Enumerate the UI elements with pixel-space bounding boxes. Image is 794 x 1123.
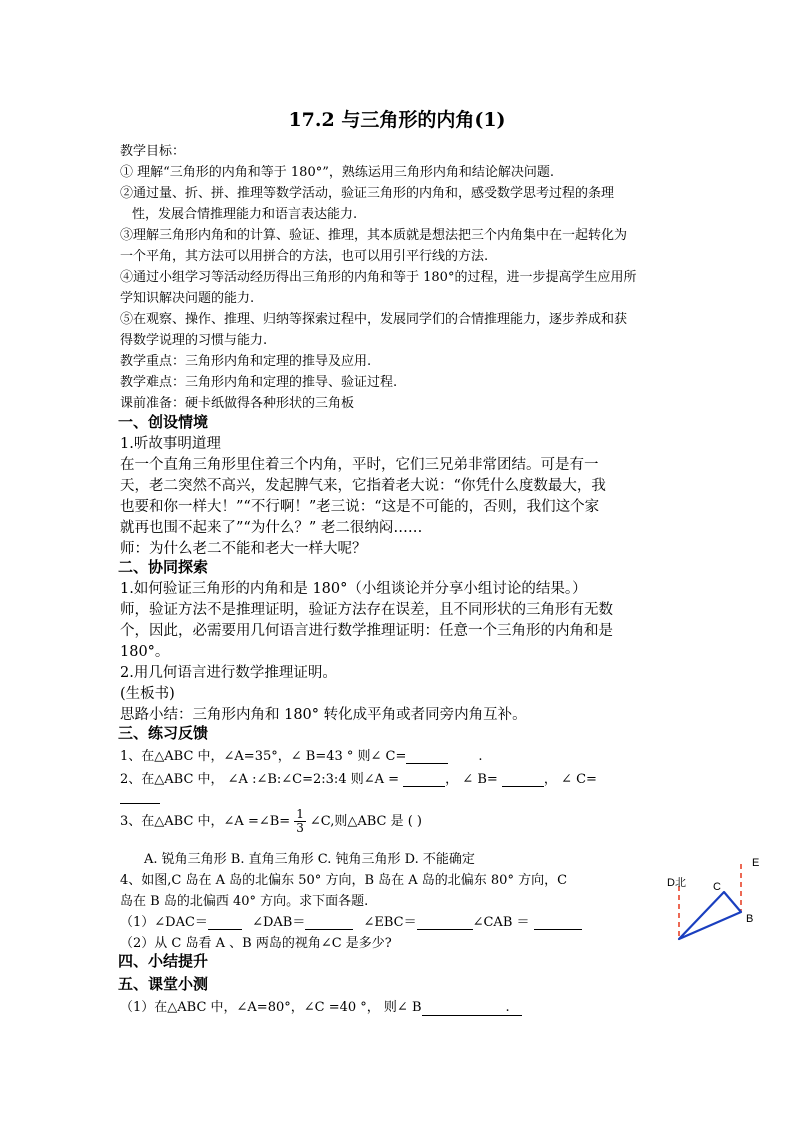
exercise-2-continued: [120, 789, 160, 804]
exercise-4-line-2: 岛在 B 岛的北偏西 40° 方向。求下面各题.: [120, 894, 369, 909]
objective-3a: ③理解三角形内角和的计算、验证、推理，其本质就是想法把三个内角集中在一起转化为: [120, 228, 628, 243]
exercise-2-blank-a[interactable]: [403, 772, 445, 787]
explore-line-4: 180°。: [120, 644, 170, 660]
section-5-heading: 五、课堂小测: [118, 975, 209, 993]
angle-cab-label: ∠CAB ＝: [472, 915, 530, 930]
story-question: 师：为什么老二不能和老大一样大呢？: [120, 541, 367, 557]
angle-ebc-label: ∠EBC＝: [363, 915, 417, 930]
explore-summary: 思路小结：三角形内角和 180° 转化成平角或者同旁内角互补。: [120, 707, 527, 723]
angle-cab-blank[interactable]: [534, 915, 582, 930]
label-e: E: [752, 857, 760, 869]
section-3-heading: 三、练习反馈: [118, 724, 209, 742]
preparation: 课前准备：硬卡纸做得各种形状的三角板: [120, 396, 355, 411]
angle-dac-blank[interactable]: [208, 915, 242, 930]
angle-ebc-blank[interactable]: [417, 915, 473, 930]
label-d-north: D北: [667, 877, 686, 889]
quiz-1-blank[interactable]: [422, 1001, 506, 1016]
exercise-4-part-1: [120, 911, 582, 930]
direction-figure: [660, 850, 770, 950]
exercise-1-end: .: [478, 749, 483, 764]
exercise-2-text: 2、在△ABC 中， ∠A :∠B:∠C=2:3:4 则∠A =: [120, 772, 400, 787]
exercise-2-angle-c: ， ∠ C=: [543, 772, 597, 787]
objective-1: ① 理解“三角形的内角和等于 180°”，熟练运用三角形内角和结论解决问题.: [120, 165, 555, 180]
story-subheading: 1.听故事明道理: [120, 436, 221, 452]
section-2-heading: 二、协同探索: [118, 558, 209, 576]
quiz-1-text: （1）在△ABC 中，∠A=80°，∠C =40 °， 则∠ B: [120, 1000, 422, 1015]
objective-5a: ⑤在观察、操作、推理、归纳等探索过程中，发展同学们的合情推理能力，逐步养成和获: [120, 312, 628, 327]
exercise-1-text: 1、在△ABC 中，∠A=35°，∠ B=43 ° 则∠ C=: [120, 749, 407, 764]
exercise-2-blank-b[interactable]: [502, 772, 544, 787]
explore-line-6: (生板书): [120, 686, 175, 702]
angle-dab-blank[interactable]: [305, 915, 353, 930]
objective-4b: 学知识解决问题的能力.: [120, 291, 255, 306]
difficulties: 教学难点：三角形内角和定理的推导、验证过程.: [120, 375, 398, 390]
exercise-1: [120, 745, 483, 764]
section-1-heading: 一、创设情境: [118, 413, 209, 431]
explore-line-1: 1.如何验证三角形的内角和是 180°（小组谈论并分享小组讨论的结果。）: [120, 581, 587, 597]
triangle-abc: [679, 892, 741, 939]
key-points: 教学重点：三角形内角和定理的推导及应用.: [120, 354, 372, 369]
angle-dac-label: （1）∠DAC＝: [120, 915, 208, 930]
exercise-1-blank[interactable]: [406, 749, 448, 764]
explore-line-3: 个，因此，必需要用几何语言进行数学推理证明：任意一个三角形的内角和是: [120, 623, 613, 639]
objective-3b: 一个平角，其方法可以用拼合的方法，也可以用引平行线的方法.: [120, 249, 489, 264]
exercise-2-blank-c[interactable]: [120, 789, 160, 804]
label-c: C: [713, 881, 721, 893]
exercise-4-part-2: （2）从 C 岛看 A 、B 两岛的视角∠C 是多少?: [120, 936, 392, 951]
objective-5b: 得数学说理的习惯与能力.: [120, 333, 268, 348]
exercise-3-text-end: ∠C,则△ABC 是 ( ): [309, 814, 423, 829]
story-line-1: 在一个直角三角形里住着三个内角，平时，它们三兄弟非常团结。可是有一: [120, 457, 599, 473]
exercise-2: [120, 768, 597, 787]
objective-2a: ②通过量、折、拼、推理等数学活动，验证三角形的内角和，感受数学思考过程的条理: [120, 186, 615, 201]
objective-4a: ④通过小组学习等活动经历得出三角形的内角和等于 180°的过程，进一步提高学生应用所: [120, 270, 637, 285]
exercise-2-angle-b: ， ∠ B=: [445, 772, 498, 787]
label-b: B: [746, 913, 754, 925]
exercise-3-options: A. 锐角三角形 B. 直角三角形 C. 钝角三角形 D. 不能确定: [144, 852, 475, 867]
story-line-4: 就再也围不起来了”“为什么？” 老二很纳闷……: [120, 520, 423, 536]
angle-dab-label: ∠DAB＝: [252, 915, 306, 930]
exercise-3: [120, 808, 422, 835]
page-title: 17.2 与三角形的内角(1): [288, 109, 506, 131]
exercise-3-text: 3、在△ABC 中，∠A =∠B=: [120, 814, 291, 829]
explore-line-5: 2.用几何语言进行数学推理证明。: [120, 665, 337, 681]
quiz-1: [120, 996, 522, 1016]
story-line-3: 也要和你一样大！”“不行啊！”老三说：“这是不可能的，否则，我们这个家: [120, 499, 600, 515]
objective-2b: 性，发展合情推理能力和语言表达能力.: [132, 207, 358, 222]
section-4-heading: 四、小结提升: [118, 952, 209, 970]
fraction-one-third: $\frac{1}{3}$: [296, 807, 304, 835]
story-line-2: 天，老二突然不高兴，发起脾气来，它指着老大说：“你凭什么度数最大，我: [120, 478, 606, 494]
objectives-heading: 教学目标：: [120, 144, 186, 159]
explore-line-2: 师，验证方法不是推理证明，验证方法存在误差，且不同形状的三角形有无数: [120, 602, 613, 618]
exercise-4-line-1: 4、如图,C 岛在 A 岛的北偏东 50° 方向，B 岛在 A 岛的北偏东 80° 方向，C: [120, 873, 568, 888]
quiz-1-end: .: [505, 1000, 510, 1015]
